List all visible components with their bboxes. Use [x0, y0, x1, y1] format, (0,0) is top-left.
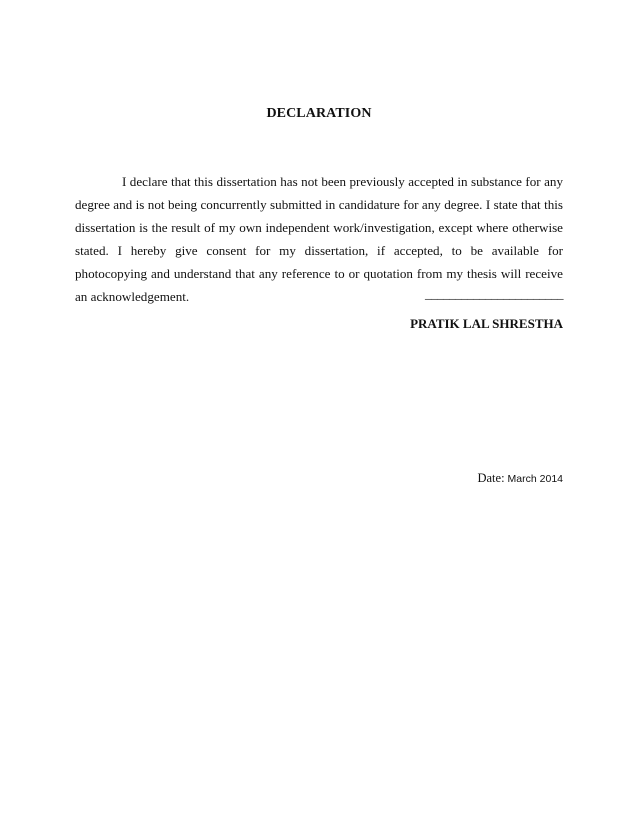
signature-block: [380, 286, 563, 332]
page-title: DECLARATION: [266, 106, 372, 121]
date-line: [380, 470, 563, 487]
declaration-paragraph: I declare that this dissertation has not been previously accepted in substance for any degree and is not being concurrently submitted in candidature for any degree. I state that this dissertation is the result of my own independent work/investigation, except where otherwise stated. I hereby give consent for my dissertation, if accepted, to be available for photocopying and understand that any reference to or quotation from my thesis will receive an acknowledgement.: [75, 174, 563, 304]
signature-line: _______________________: [425, 286, 563, 301]
date-value: March 2014: [507, 473, 563, 485]
date-label: Date:: [477, 471, 505, 485]
signer-name: PRATIK LAL SHRESTHA: [410, 316, 563, 331]
